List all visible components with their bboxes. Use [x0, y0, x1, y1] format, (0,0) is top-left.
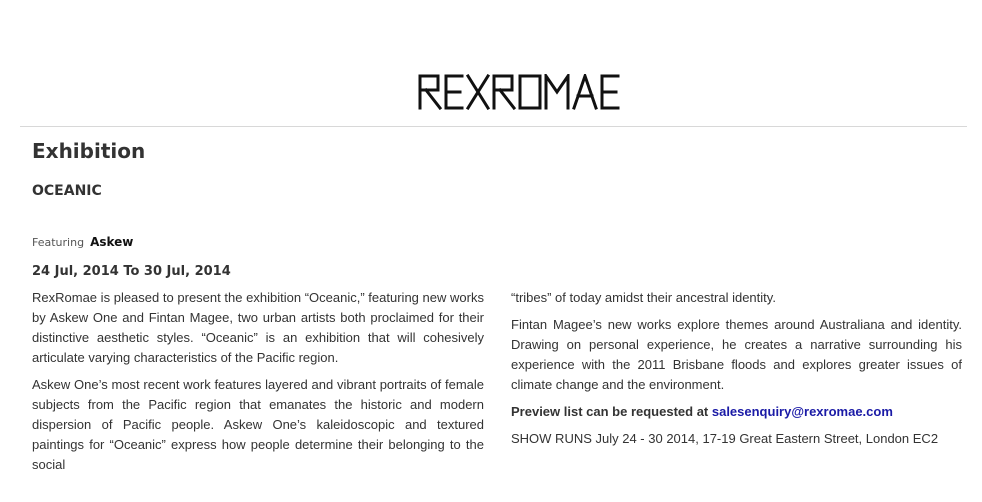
- exhibition-dates: 24 Jul, 2014 To 30 Jul, 2014: [32, 264, 231, 279]
- featuring-artist-link[interactable]: Askew: [90, 235, 134, 249]
- preview-text: Preview list can be requested at: [511, 404, 712, 419]
- header-divider: [20, 126, 967, 127]
- sales-email-link[interactable]: salesenquiry@rexromae.com: [711, 404, 893, 419]
- rexromae-logo: [418, 74, 636, 110]
- featuring-label: Featuring: [32, 236, 85, 249]
- description-left-column: [32, 288, 484, 482]
- description-paragraph: Askew One’s most recent work features layered and vibrant portraits of female subjects from the Pacific region that emanates the historic and modern dispersion of Pacific people. Askew One’s kaleidoscopic and textured paintings for “Oceanic” express how people determine their belonging to the social: [32, 377, 484, 472]
- description-paragraph: RexRomae is pleased to present the exhibition “Oceanic,” featuring new works by Askew One and Fintan Magee, two urban artists both proclaimed for their distinctive aesthetic styles. “Oceanic” is an exhibition that will cohesively articulate varying characteristics of the Pacific region.: [32, 290, 484, 365]
- page-title: Exhibition: [32, 139, 146, 163]
- show-runs-info: SHOW RUNS July 24 - 30 2014, 17-19 Great Eastern Street, London EC2: [511, 431, 939, 446]
- description-paragraph: “tribes” of today amidst their ancestral identity.: [511, 290, 776, 305]
- site-logo[interactable]: [0, 74, 982, 110]
- exhibition-name: OCEANIC: [32, 183, 102, 199]
- description-paragraph: Fintan Magee’s new works explore themes around Australiana and identity. Drawing on personal experience, he creates a narrative surrounding his experience with the 2011 Brisbane floods and explores greater issues of climate change and the environment.: [511, 317, 962, 392]
- description-right-column: [511, 288, 962, 456]
- featuring-line: [32, 234, 133, 251]
- preview-request-line: [511, 402, 962, 422]
